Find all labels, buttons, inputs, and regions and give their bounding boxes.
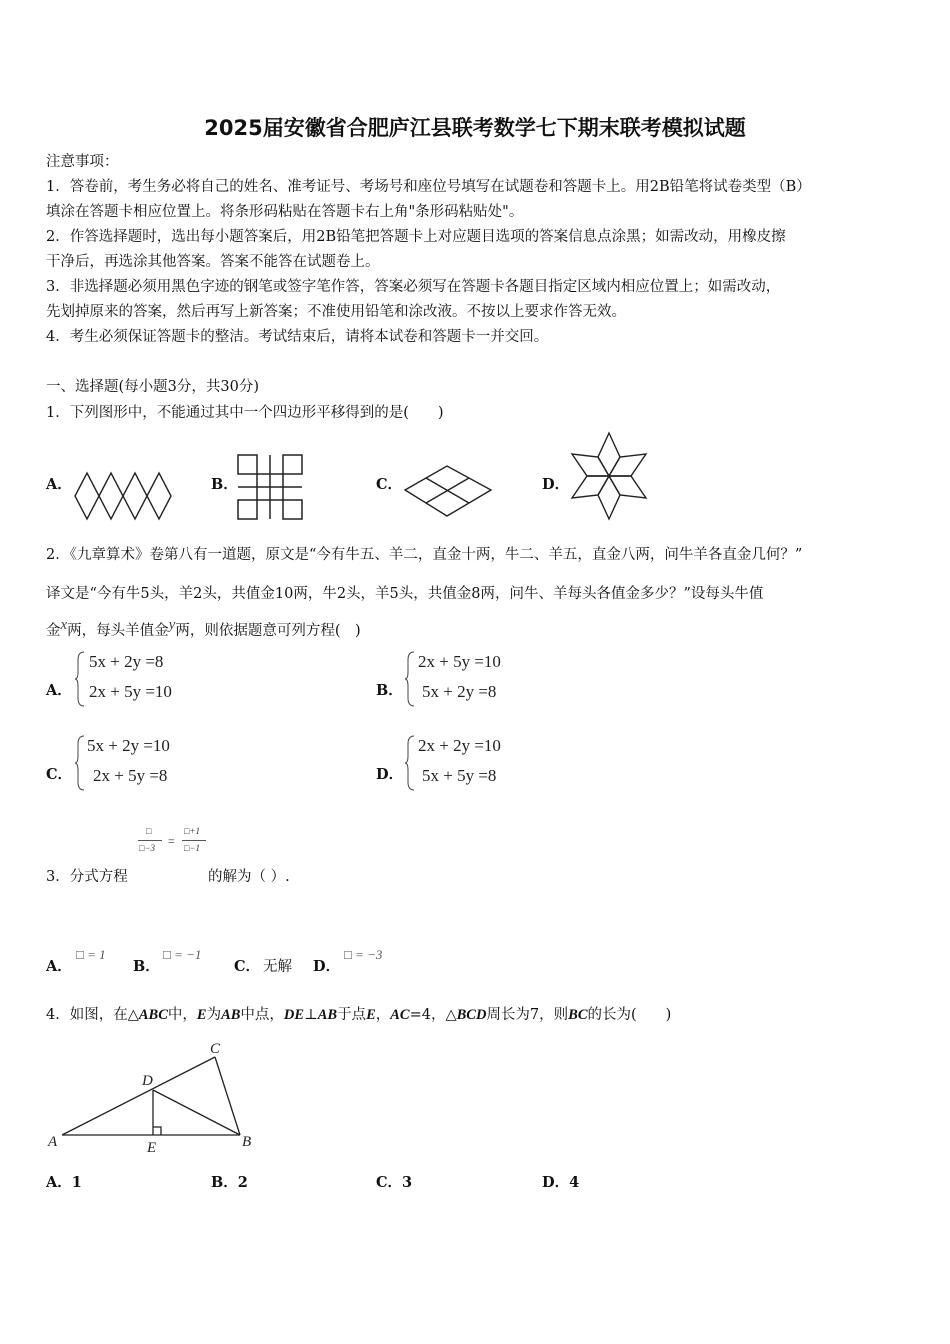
q4-label-a: A <box>48 1134 58 1150</box>
notice-line-3a: 3．非选择题必须用黑色字迹的钢笔或签字笔作答，答案必须写在答题卡各题目指定区域内相应位置上；如需改动， <box>46 279 781 295</box>
q1-option-a-label: A． <box>46 476 72 493</box>
notice-line-1b: 填涂在答题卡相应位置上。将条形码粘贴在答题卡右上角"条形码粘贴处"。 <box>46 204 524 220</box>
notice-line-4: 4．考生必须保证答题卡的整洁。考试结束后，请将本试卷和答题卡一并交回。 <box>46 329 549 345</box>
q3-option-c-label: C． <box>234 958 261 975</box>
q4-stem <box>46 1003 671 1024</box>
q2-option-c-eq1: 5x + 2y =10 <box>87 736 170 755</box>
q4-option-b: B．2 <box>211 1174 248 1191</box>
notice-line-3b: 先划掉原来的答案，然后再写上新答案；不准使用铅笔和涂改液。不按以上要求作答无效。 <box>46 304 626 320</box>
q4-t4: ⊥ <box>304 1007 318 1023</box>
q2-var-x: x <box>60 617 68 633</box>
q3-option-b-value: □ = −1 <box>163 947 202 962</box>
q2-option-d-eq1: 2x + 2y =10 <box>418 736 501 755</box>
q2-line-3-mid: 两，每头羊值金 <box>67 623 169 639</box>
q2-option-d-eq2: 5x + 5y =8 <box>422 766 497 785</box>
q4-t6: ， <box>375 1007 391 1023</box>
q1-figure-d <box>568 430 650 522</box>
q2-option-a-eq1: 5x + 2y =8 <box>89 652 164 671</box>
q4-var-e: E <box>196 1007 207 1023</box>
q4-option-a: A．1 <box>46 1174 82 1191</box>
section-heading: 一、选择题(每小题3分，共30分) <box>46 379 259 395</box>
q4-stem-pre: 4．如图，在△ <box>46 1007 139 1023</box>
q4-var-bcd: BCD <box>456 1007 487 1023</box>
q4-t7: =4，△ <box>409 1007 457 1023</box>
q3-frac-left-bar <box>138 840 162 841</box>
q4-var-ac: AC <box>390 1007 410 1023</box>
q2-option-a-eq2: 2x + 5y =10 <box>89 682 172 701</box>
q2-option-b-eq1: 2x + 5y =10 <box>418 652 501 671</box>
notice-line-2b: 干净后，再选涂其他答案。答案不能答在试题卷上。 <box>46 254 380 270</box>
q4-var-ab: AB <box>221 1007 241 1023</box>
q1-figure-b <box>236 453 304 521</box>
q4-triangle-figure <box>44 1038 264 1158</box>
q4-t5: 于点 <box>337 1007 367 1023</box>
q2-option-a-label: A． <box>46 682 72 699</box>
q4-label-c: C <box>210 1041 221 1057</box>
notice-heading: 注意事项： <box>46 154 119 170</box>
q3-option-a-label: A． <box>46 958 72 975</box>
q2-option-d-label: D． <box>376 766 404 783</box>
q2-line-2: 译文是“今有牛5头，羊2头，共值金10两，牛2头，羊5头，共值金8两，问牛、羊每头各值金多少？”设每头牛值 <box>46 586 764 602</box>
q3-option-d-value: □ = −3 <box>344 947 383 962</box>
q2-line-3-pre: 金 <box>46 623 61 639</box>
page-title: 2025届安徽省合肥庐江县联考数学七下期末联考模拟试题 <box>204 116 746 140</box>
q2-option-b-brace <box>404 650 416 708</box>
q3-option-a-value: □ = 1 <box>76 947 106 962</box>
notice-line-1a: 1．答卷前，考生务必将自己的姓名、准考证号、考场号和座位号填写在试题卷和答题卡上。用2B铅笔将试卷类型（B） <box>46 179 811 195</box>
q3-option-d-label: D． <box>313 958 341 975</box>
q1-option-b-label: B． <box>211 476 238 493</box>
q3-fraction-equation <box>138 826 210 860</box>
q4-label-b: B <box>242 1134 252 1150</box>
q3-frac-right-bar <box>182 840 206 841</box>
q4-var-de: DE <box>283 1007 305 1023</box>
q2-var-y: y <box>168 617 176 633</box>
q1-stem: 1．下列图形中，不能通过其中一个四边形平移得到的是( ) <box>46 405 444 421</box>
q4-var-abc: ABC <box>138 1007 168 1023</box>
q1-figure-c <box>403 464 493 520</box>
q2-line-3 <box>46 619 361 640</box>
q3-stem-post: 的解为（ ）. <box>208 869 290 885</box>
q3-frac-right-numerator: □+1 <box>184 826 201 836</box>
q4-t1: 中， <box>167 1007 197 1023</box>
q2-option-d-brace <box>404 734 416 792</box>
q2-option-b-label: B． <box>376 682 403 699</box>
q4-var-bc: BC <box>568 1007 588 1023</box>
q4-t9: 的长为( ) <box>587 1007 672 1023</box>
q1-option-c-label: C． <box>376 476 403 493</box>
q4-label-d: D <box>142 1073 153 1089</box>
q4-var-ab2: AB <box>317 1007 338 1023</box>
q4-t8: 周长为7，则 <box>486 1007 569 1023</box>
q2-option-b-eq2: 5x + 2y =8 <box>422 682 497 701</box>
q1-figure-a <box>74 470 176 522</box>
notice-line-2a: 2．作答选择题时，选出每小题答案后，用2B铅笔把答题卡上对应题目选项的答案信息点涂黑；如需改动，用橡皮擦 <box>46 229 786 245</box>
q3-frac-left-numerator: □ <box>146 826 152 836</box>
q3-option-c-value: 无解 <box>263 959 292 975</box>
q4-t3: 中点， <box>240 1007 284 1023</box>
q2-option-c-eq2: 2x + 5y =8 <box>93 766 168 785</box>
q3-frac-left-denominator: □−3 <box>139 843 156 853</box>
q4-var-e2: E <box>366 1007 376 1023</box>
q2-line-3-post: 两，则依据题意可列方程( ) <box>175 623 361 639</box>
q4-option-d: D．4 <box>542 1174 580 1191</box>
q4-label-e: E <box>147 1140 157 1156</box>
q3-frac-equals: = <box>168 834 175 848</box>
q2-option-c-label: C． <box>46 766 73 783</box>
q2-line-1: 2．《九章算术》卷第八有一道题，原文是“今有牛五、羊二，直金十两，牛二、羊五，直金八两，问牛羊各直金几何？” <box>46 547 803 563</box>
q3-option-b-label: B． <box>133 958 160 975</box>
q2-option-a-brace <box>74 650 86 708</box>
q3-frac-right-denominator: □−1 <box>184 843 201 853</box>
q3-stem-pre: 3．分式方程 <box>46 869 128 885</box>
q2-option-c-brace <box>74 734 86 792</box>
q1-option-d-label: D． <box>542 476 570 493</box>
q4-t2: 为 <box>206 1007 222 1023</box>
q4-option-c: C．3 <box>376 1174 413 1191</box>
